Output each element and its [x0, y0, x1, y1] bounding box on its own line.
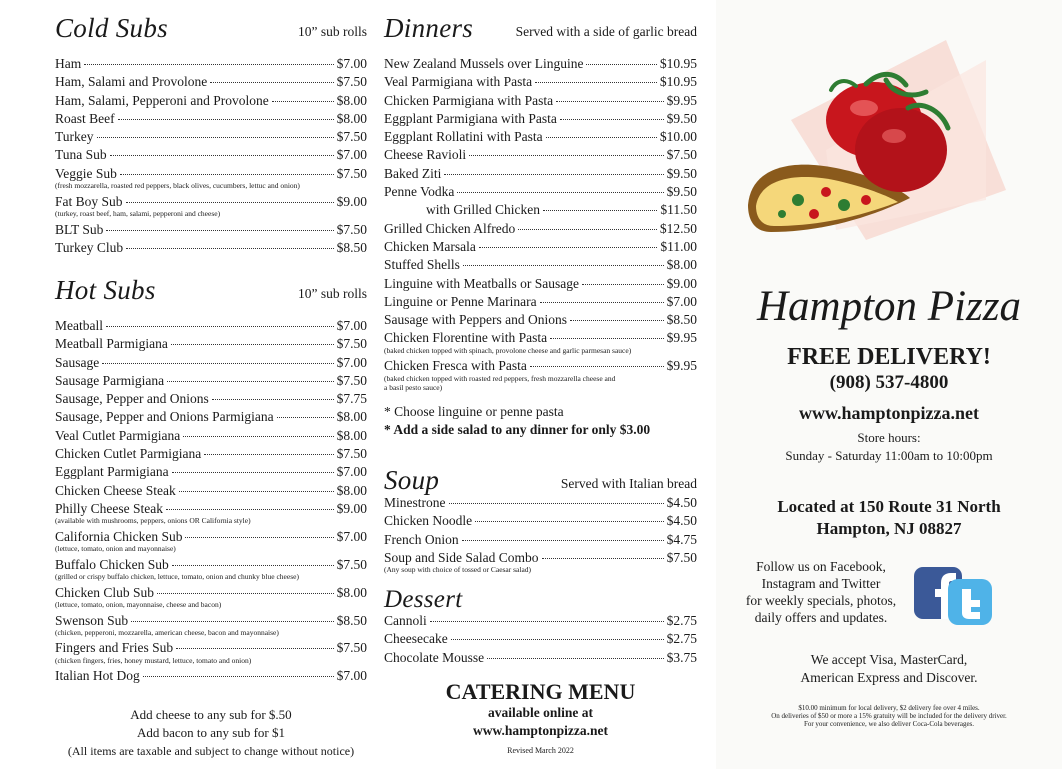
dot-leader [204, 454, 333, 455]
menu-item-price: $9.95 [666, 92, 697, 108]
dessert-header [384, 578, 697, 612]
menu-item-name: Soup and Side Salad Combo [384, 549, 539, 565]
catering-section [384, 680, 697, 756]
delivery-minimum: $10.00 minimum for local delivery, $2 delivery fee over 4 miles. [798, 704, 980, 712]
menu-item-price: $8.00 [336, 110, 367, 126]
menu-item-name: Chicken Cutlet Parmigiana [55, 446, 202, 462]
gratuity-note: On deliveries of $50 or more a 15% gratuity will be included for the delivery driver. [771, 712, 1007, 720]
brand-name: Hampton Pizza [757, 283, 1021, 330]
menu-item-name: Veal Cutlet Parmigiana [55, 427, 181, 443]
dot-leader [487, 658, 664, 659]
social-icons [914, 565, 994, 627]
menu-item-name: Veal Parmigiana with Pasta [384, 74, 533, 90]
dot-leader [449, 503, 664, 504]
menu-item-price: $7.00 [336, 354, 367, 370]
soup-section [384, 458, 697, 577]
menu-item [384, 256, 697, 274]
dessert-list [384, 612, 697, 667]
menu-item-price: $8.50 [336, 239, 367, 255]
menu-item-name: Cheese Ravioli [384, 147, 467, 163]
brand-block [716, 284, 1062, 330]
free-delivery-headline: FREE DELIVERY! [787, 344, 991, 370]
hot-subs-note: 10” sub rolls [298, 286, 367, 301]
dessert-title: Dessert [384, 586, 463, 613]
menu-item-name: California Chicken Sub [55, 528, 183, 544]
dot-leader [126, 202, 334, 203]
menu-item-price: $8.00 [336, 584, 367, 600]
menu-item-price: $10.00 [659, 129, 697, 145]
menu-item-name: Meatball [55, 318, 103, 333]
menu-item [384, 329, 697, 347]
menu-item [384, 73, 697, 91]
dot-leader [210, 82, 333, 83]
dot-leader [171, 344, 334, 345]
menu-item-name: Philly Cheese Steak [55, 500, 163, 516]
menu-item-name: BLT Sub [55, 221, 104, 237]
menu-item-name: Stuffed Shells [384, 257, 460, 273]
payment-line1: We accept Visa, MasterCard, [810, 652, 968, 667]
menu-item-name: Sausage, Pepper and Onions [55, 391, 209, 407]
dot-leader [277, 417, 334, 418]
dot-leader [172, 472, 334, 473]
dot-leader [540, 302, 664, 303]
cold-subs-note: 10” sub rolls [298, 24, 367, 39]
dot-leader [185, 537, 333, 538]
menu-item [55, 239, 367, 257]
cold-subs-title: Cold Subs [55, 13, 168, 43]
dot-leader [518, 229, 657, 230]
menu-item [384, 238, 697, 256]
menu-item-price: $2.75 [666, 631, 697, 647]
add-bacon-note: Add bacon to any sub for $1 [136, 725, 286, 740]
menu-item-name: Ham [55, 56, 82, 71]
menu-item [55, 221, 367, 239]
menu-item-description: (turkey, roast beef, ham, salami, pepperoni and cheese) [55, 208, 221, 218]
follow-line: for weekly specials, photos, [745, 593, 897, 608]
menu-item-price: $7.75 [336, 391, 367, 407]
contact-block [716, 343, 1062, 465]
menu-item-name: Meatball Parmigiana [55, 336, 168, 352]
dot-leader [530, 366, 664, 367]
dinners-section [384, 6, 697, 439]
menu-item-price: $9.00 [666, 275, 697, 291]
dot-leader [106, 230, 333, 231]
menu-item [384, 357, 697, 375]
dot-leader [272, 101, 334, 102]
menu-item [55, 482, 367, 500]
dinners-note: Served with a side of garlic bread [515, 24, 697, 39]
dessert-section [384, 578, 697, 667]
menu-item-price: $9.00 [336, 193, 367, 209]
menu-item [55, 92, 367, 110]
dinners-title: Dinners [384, 13, 474, 43]
menu-item-name: New Zealand Mussels over Linguine [384, 56, 584, 71]
dot-leader [131, 621, 333, 622]
dot-leader [167, 381, 334, 382]
menu-item-name: Sausage, Pepper and Onions Parmigiana [55, 409, 274, 425]
fine-print [716, 704, 1062, 728]
menu-item [384, 630, 697, 648]
dot-leader [106, 326, 334, 327]
menu-item [384, 55, 697, 73]
menu-item-name: Sausage Parmigiana [55, 372, 165, 388]
dot-leader [179, 491, 334, 492]
menu-item-price: $8.50 [336, 612, 367, 628]
menu-item-name: Tuna Sub [55, 147, 107, 163]
website-link[interactable]: www.hamptonpizza.net [798, 403, 979, 423]
dot-leader [84, 64, 333, 65]
menu-item [384, 649, 697, 667]
dot-leader [118, 119, 334, 120]
menu-item-name: Minestrone [384, 495, 446, 510]
menu-item-price: $7.50 [336, 221, 367, 237]
menu-item-name: Chicken Club Sub [55, 584, 155, 600]
menu-item-price: $8.00 [336, 92, 367, 108]
dot-leader [457, 192, 663, 193]
menu-item-price: $8.00 [336, 409, 367, 425]
follow-line: Instagram and Twitter [761, 576, 881, 591]
dot-leader [475, 521, 664, 522]
menu-item-name: Baked Ziti [384, 165, 442, 181]
menu-item-price: $9.50 [666, 184, 697, 200]
menu-item-name: Turkey Club [55, 239, 124, 255]
menu-item-price: $7.00 [336, 668, 367, 684]
menu-item [384, 612, 697, 630]
menu-item-price: $9.00 [336, 500, 367, 516]
brand-column [716, 0, 1062, 769]
soup-header [384, 458, 697, 494]
menu-item-price: $7.50 [336, 336, 367, 352]
menu-item-price: $7.50 [336, 74, 367, 90]
menu-item-name: Eggplant Rollatini with Pasta [384, 129, 543, 145]
menu-item-description: (chicken, pepperoni, mozzarella, american cheese, bacon and mayonnaise) [55, 627, 279, 637]
menu-item-price: $2.75 [666, 613, 697, 628]
menu-item [55, 372, 367, 390]
dot-leader [212, 399, 334, 400]
menu-item-price: $9.50 [666, 165, 697, 181]
menu-item-price: $9.50 [666, 110, 697, 126]
cold-subs-list [55, 55, 367, 257]
menu-item-name: Veggie Sub [55, 165, 117, 181]
subs-footer [55, 706, 367, 760]
menu-item [55, 463, 367, 481]
follow-line: daily offers and updates. [754, 610, 888, 625]
menu-item [55, 427, 367, 445]
location-block [716, 496, 1062, 540]
cold-subs-section [55, 6, 367, 257]
side-salad-note: * Add a side salad to any dinner for only $3.00 [384, 421, 651, 437]
menu-item [55, 146, 367, 164]
menu-item-price: $4.50 [666, 513, 697, 529]
menu-item [55, 445, 367, 463]
menu-item-name: Chicken Marsala [384, 238, 476, 254]
menu-item-price: $11.50 [660, 202, 697, 218]
menu-item-name: Fingers and Fries Sub [55, 640, 174, 656]
address-line2: Hampton, NJ 08827 [816, 519, 962, 538]
dot-leader [143, 676, 334, 677]
menu-item [384, 531, 697, 549]
menu-item-price: $12.50 [659, 220, 697, 236]
cold-subs-header [55, 6, 367, 42]
hot-subs-header [55, 268, 367, 304]
menu-item-name: Eggplant Parmigiana with Pasta [384, 110, 557, 126]
menu-item-name: Cannoli [384, 613, 427, 628]
dot-leader [463, 265, 664, 266]
dot-leader [157, 593, 334, 594]
menu-item [384, 110, 697, 128]
menu-item-description: (lettuce, tomato, onion and mayonnaise) [55, 544, 176, 554]
menu-item-name: French Onion [384, 531, 459, 547]
menu-item [384, 201, 697, 219]
hot-subs-list [55, 317, 367, 686]
menu-item-name: Ham, Salami and Provolone [55, 74, 208, 90]
menu-item-price: $8.50 [666, 312, 697, 328]
payment-line2: American Express and Discover. [800, 670, 978, 685]
menu-item-description: (baked chicken topped with spinach, provolone cheese and garlic parmesan sauce) [384, 345, 632, 355]
menu-item-price: $7.50 [336, 165, 367, 181]
dot-leader [550, 338, 664, 339]
menu-item-price: $7.00 [336, 56, 367, 71]
follow-line: Follow us on Facebook, [756, 559, 886, 574]
dot-leader [560, 119, 664, 120]
social-follow-text [726, 558, 916, 626]
dot-leader [543, 210, 657, 211]
menu-item-name: Linguine with Meatballs or Sausage [384, 275, 579, 291]
menu-item [384, 128, 697, 146]
menu-item [384, 92, 697, 110]
store-hours-label: Store hours: [857, 430, 921, 445]
menu-item-price: $4.50 [666, 495, 697, 510]
menu-item-name: Turkey [55, 129, 94, 145]
menu-item-name: Ham, Salami, Pepperoni and Provolone [55, 92, 269, 108]
pasta-choice-note: * Choose linguine or penne pasta [384, 403, 564, 419]
menu-item-price: $7.00 [336, 318, 367, 333]
catering-url: www.hamptonpizza.net [472, 723, 608, 738]
menu-item-price: $7.50 [666, 147, 697, 163]
menu-item-price: $8.00 [336, 427, 367, 443]
menu-item-name: Chicken Florentine with Pasta [384, 330, 548, 346]
menu-item-price: $7.50 [336, 446, 367, 462]
tax-disclaimer: (All items are taxable and subject to change without notice) [67, 744, 355, 758]
dot-leader [479, 247, 658, 248]
dinners-header [384, 6, 697, 42]
dot-leader [97, 137, 334, 138]
phone-number[interactable]: (908) 537-4800 [829, 372, 949, 393]
menu-item [55, 390, 367, 408]
menu-item-price: $7.00 [666, 293, 697, 309]
menu-item [55, 354, 367, 372]
menu-item-name: Sausage [55, 354, 100, 370]
address-line1: Located at 150 Route 31 North [777, 497, 1001, 516]
menu-item-name: Grilled Chicken Alfredo [384, 220, 516, 236]
dot-leader [586, 64, 656, 65]
hot-subs-section [55, 268, 367, 686]
dot-leader [556, 101, 664, 102]
menu-item-price: $9.95 [666, 330, 697, 346]
soup-list [384, 494, 697, 575]
menu-item-name: Chocolate Mousse [384, 649, 485, 665]
menu-item-name: Chicken Parmigiana with Pasta [384, 92, 554, 108]
dot-leader [172, 565, 334, 566]
menu-item [55, 408, 367, 426]
menu-item-description: (baked chicken topped with roasted red peppers, fresh mozzarella cheese and [384, 373, 616, 383]
menu-item-price: $10.95 [659, 56, 697, 71]
menu-item-price: $9.95 [666, 358, 697, 374]
soup-title: Soup [384, 465, 440, 495]
dot-leader [542, 558, 664, 559]
twitter-icon[interactable] [948, 579, 992, 625]
menu-item-name: Italian Hot Dog [55, 668, 140, 684]
menu-item [384, 183, 697, 201]
menu-item [384, 512, 697, 530]
dinners-list [384, 55, 697, 393]
menu-item-price: $11.00 [660, 238, 697, 254]
menu-item-price: $10.95 [659, 74, 697, 90]
dot-leader [469, 155, 664, 156]
menu-item [55, 110, 367, 128]
soup-note: Served with Italian bread [560, 476, 697, 491]
dot-leader [176, 648, 334, 649]
menu-item-price: $4.75 [666, 531, 697, 547]
payment-block [716, 651, 1062, 687]
menu-item-name: Chicken Fresca with Pasta [384, 358, 527, 374]
menu-item [55, 317, 367, 335]
menu-item-price: $7.00 [336, 528, 367, 544]
menu-item [384, 146, 697, 164]
menu-item-price: $7.00 [336, 147, 367, 163]
menu-item-description: (Any soup with choice of tossed or Caesar salad) [384, 565, 532, 575]
hot-subs-title: Hot Subs [55, 275, 156, 305]
store-hours: Sunday - Saturday 11:00am to 10:00pm [785, 448, 993, 463]
menu-item-name: Eggplant Parmigiana [55, 464, 169, 480]
menu-item-name: Fat Boy Sub [55, 193, 123, 209]
catering-title: CATERING MENU [445, 679, 636, 704]
menu-item [384, 311, 697, 329]
menu-item-description: (fresh mozzarella, roasted red peppers, black olives, cucumbers, lettuc and onion) [55, 181, 300, 191]
menu-item-price: $3.75 [666, 649, 697, 665]
menu-item-name: Chicken Noodle [384, 513, 473, 529]
dot-leader [166, 509, 334, 510]
dot-leader [102, 363, 333, 364]
menu-item [55, 335, 367, 353]
dot-leader [183, 436, 333, 437]
menu-item-name: Roast Beef [55, 110, 115, 126]
menu-item-description: (lettuce, tomato, onion, mayonnaise, cheese and bacon) [55, 599, 222, 609]
menu-item [55, 667, 367, 685]
add-cheese-note: Add cheese to any sub for $.50 [130, 707, 292, 722]
menu-item-name: Buffalo Chicken Sub [55, 556, 169, 572]
menu-item-description: (chicken fingers, fries, honey mustard, lettuce, tomato and onion) [55, 655, 252, 665]
menu-item-name: Swenson Sub [55, 612, 129, 628]
menu-item-name: Linguine or Penne Marinara [384, 293, 537, 309]
catering-line1: available online at [487, 705, 593, 720]
menu-item-price: $7.50 [666, 549, 697, 565]
menu-item [384, 165, 697, 183]
menu-item-description: a basil pesto sauce) [384, 383, 443, 393]
menu-item-price: $7.50 [336, 556, 367, 572]
dot-leader [570, 320, 664, 321]
menu-item-name: with Grilled Chicken [426, 202, 540, 218]
menu-item-price: $7.50 [336, 129, 367, 145]
menu-item [384, 494, 697, 512]
menu-item-price: $7.50 [336, 640, 367, 656]
menu-item-price: $7.00 [336, 464, 367, 480]
dot-leader [546, 137, 657, 138]
menu-item [384, 220, 697, 238]
menu-item-price: $8.00 [666, 257, 697, 273]
menu-item-price: $7.50 [336, 372, 367, 388]
beverage-note: For your convenience, we also deliver Coca-Cola beverages. [803, 720, 975, 728]
dot-leader [451, 639, 664, 640]
dot-leader [444, 174, 663, 175]
dot-leader [582, 284, 664, 285]
menu-item [384, 293, 697, 311]
menu-item [384, 275, 697, 293]
pizza-tomato-illustration [716, 0, 1062, 280]
dot-leader [110, 155, 334, 156]
dot-leader [126, 248, 333, 249]
dot-leader [462, 540, 664, 541]
menu-item-name: Cheesecake [384, 631, 448, 647]
menu-item-name: Sausage with Peppers and Onions [384, 312, 567, 328]
menu-item-description: (grilled or crispy buffalo chicken, lettuce, tomato, onion and chunky blue cheese) [55, 572, 299, 582]
dot-leader [120, 174, 334, 175]
revised-date: Revised March 2022 [507, 746, 574, 755]
menu-item [55, 639, 367, 657]
dot-leader [535, 82, 657, 83]
menu-item-description: (available with mushrooms, peppers, onions OR California style) [55, 516, 251, 526]
menu-item [55, 128, 367, 146]
menu-item-price: $8.00 [336, 482, 367, 498]
menu-item [55, 55, 367, 73]
menu-item-name: Chicken Cheese Steak [55, 482, 176, 498]
dot-leader [430, 621, 664, 622]
menu-item-name: Penne Vodka [384, 184, 455, 200]
menu-item [55, 73, 367, 91]
